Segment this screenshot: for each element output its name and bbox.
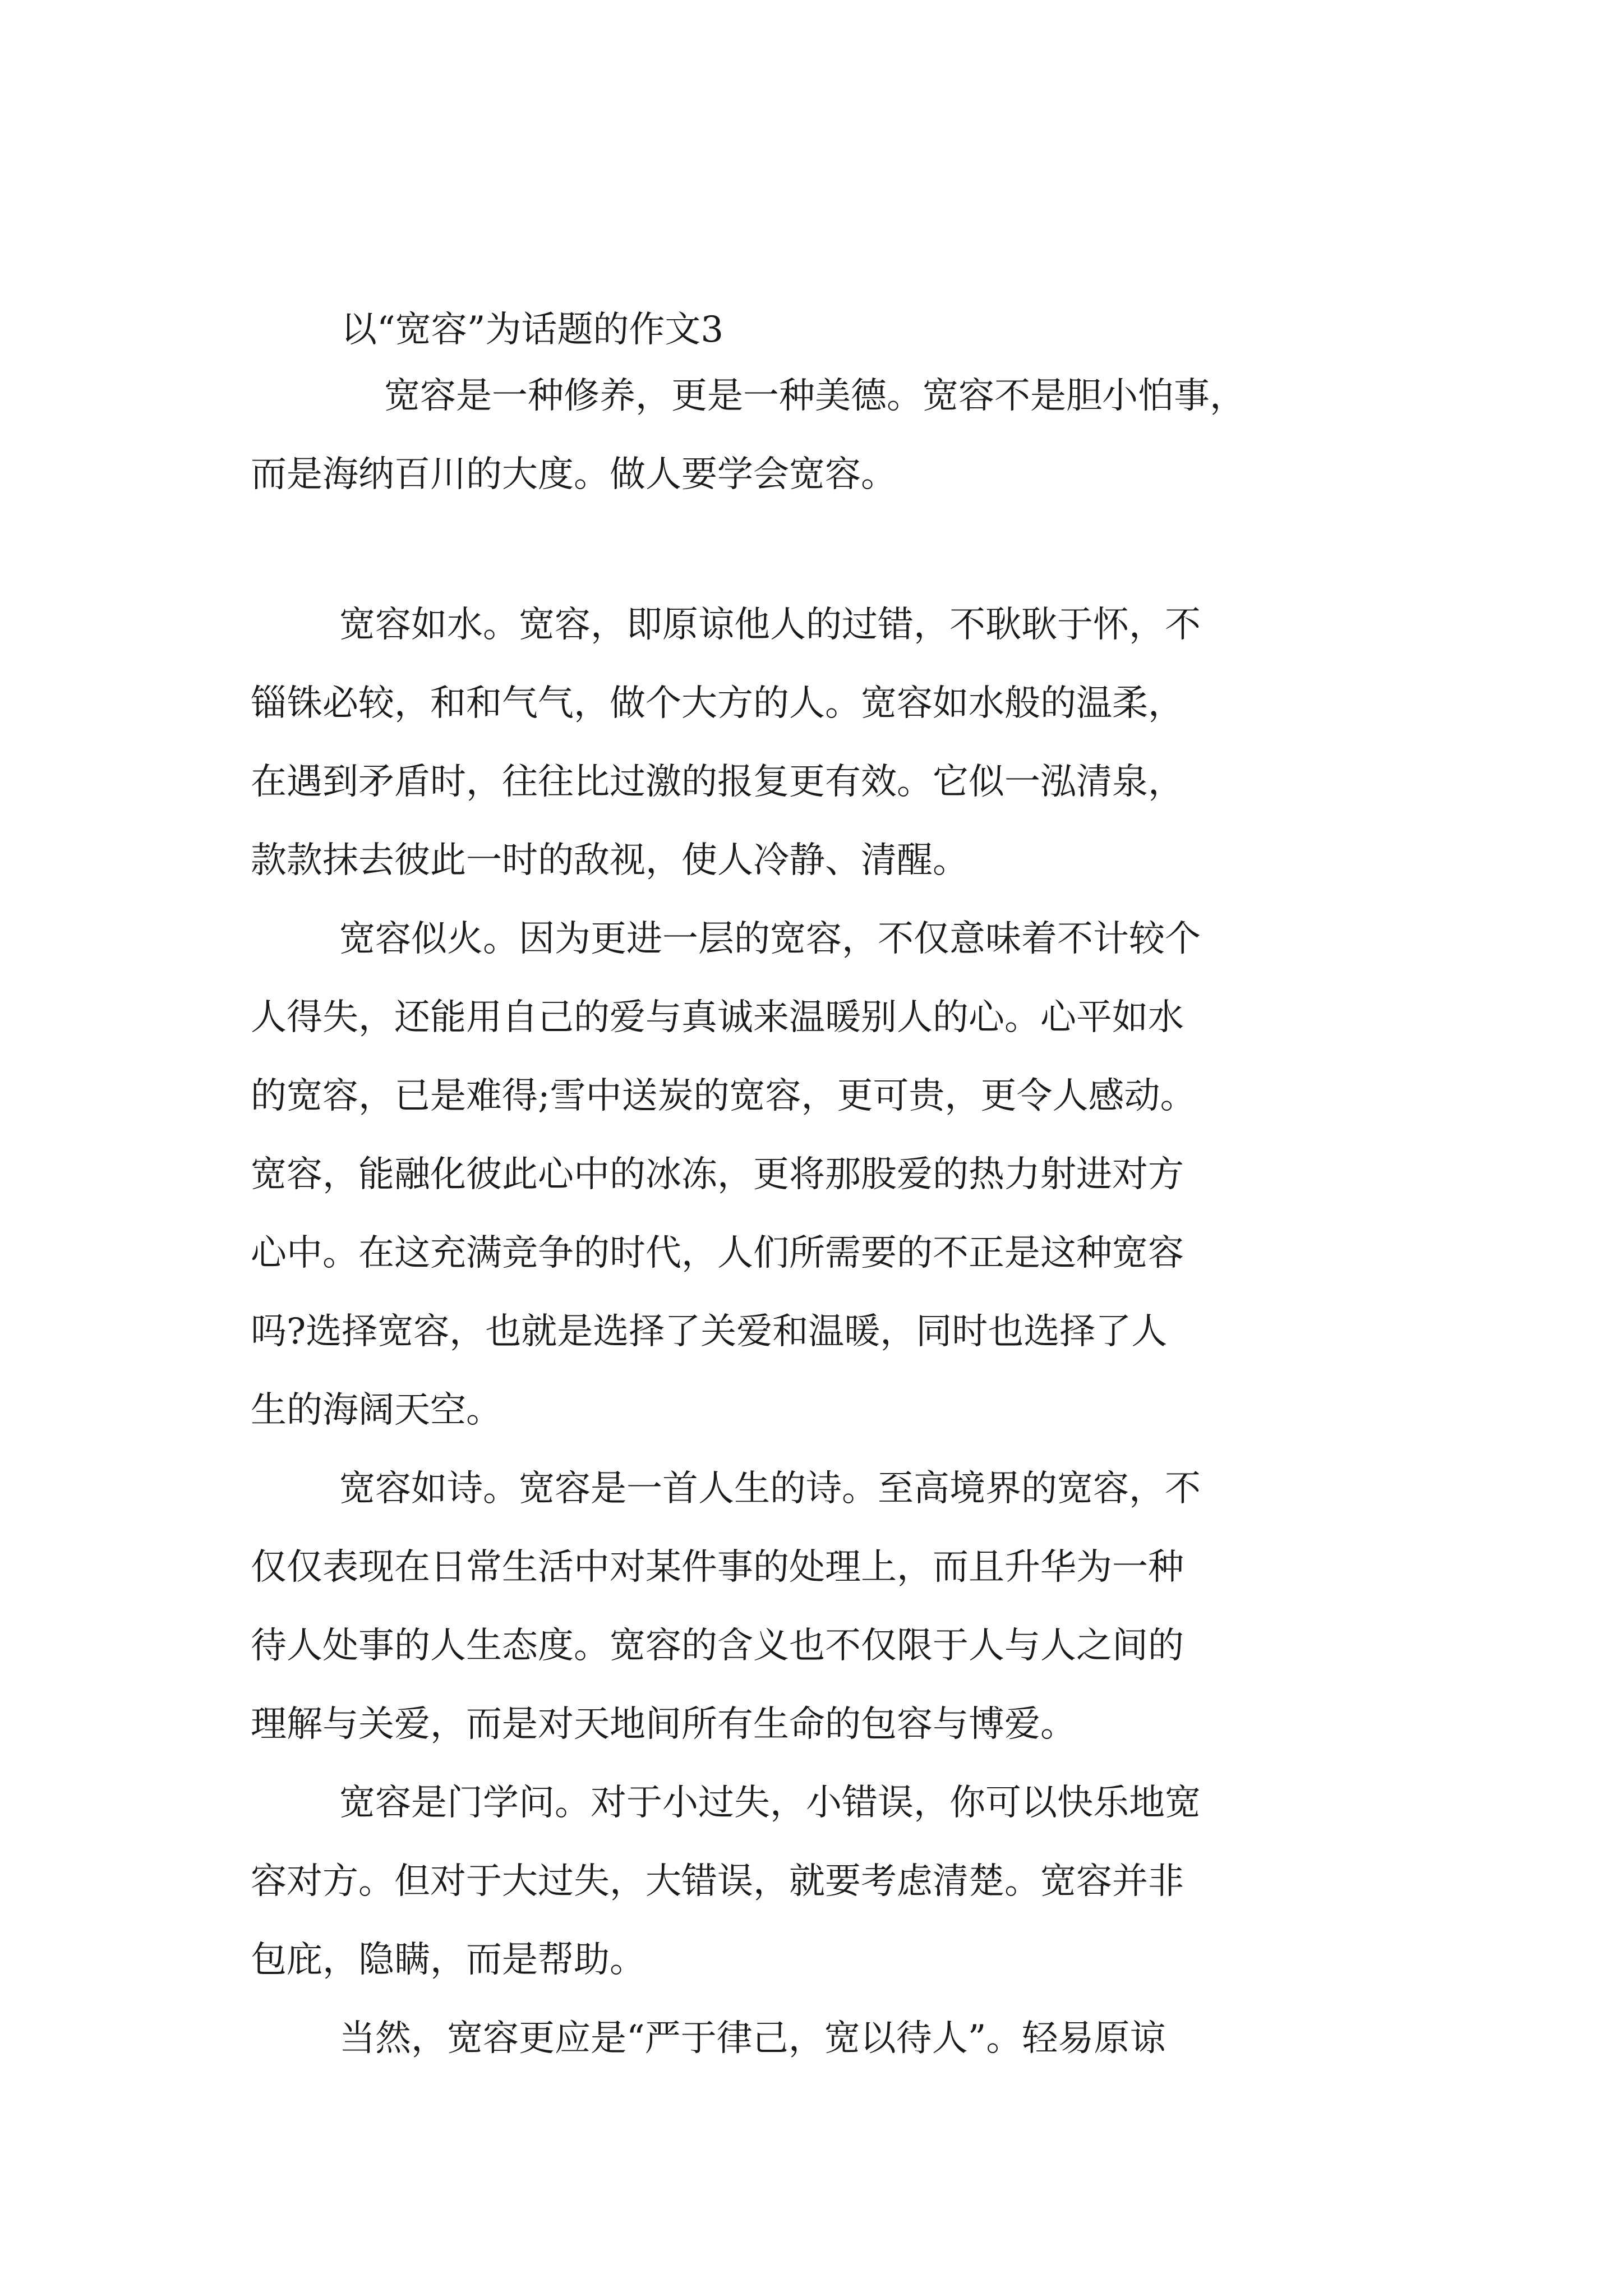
paragraph-2-line-4: 款款抹去彼此一时的敌视，使人冷静、清醒。 [251,840,969,881]
paragraph-3-line-4: 宽容，能融化彼此心中的冰冻，更将那股爱的热力射进对方 [251,1154,1184,1195]
paragraph-3-line-1: 宽容似火。因为更进一层的宽容，不仅意味着不计较个 [339,918,1201,960]
paragraph-4-line-3: 待人处事的人生态度。宽容的含义也不仅限于人与人之间的 [251,1625,1184,1667]
paragraph-2-line-3: 在遇到矛盾时，往往比过激的报复更有效。它似一泓清泉， [251,761,1184,803]
paragraph-3-line-5: 心中。在这充满竞争的时代，人们所需要的不正是这种宽容 [251,1232,1184,1274]
paragraph-5-line-3: 包庇，隐瞒，而是帮助。 [251,1939,645,1981]
paragraph-5-line-1: 宽容是门学问。对于小过失，小错误，你可以快乐地宽 [339,1782,1201,1824]
paragraph-2-line-2: 锱铢必较，和和气气，做个大方的人。宽容如水般的温柔， [251,683,1184,724]
paragraph-2-line-1: 宽容如水。宽容，即原谅他人的过错，不耿耿于怀，不 [339,604,1201,646]
paragraph-1-line-1: 宽容是一种修养，更是一种美德。宽容不是胆小怕事， [384,375,1246,417]
paragraph-3-line-3: 的宽容，已是难得;雪中送炭的宽容，更可贵，更令人感动。 [251,1075,1196,1117]
paragraph-3-line-7: 生的海阔天空。 [251,1389,502,1431]
paragraph-4-line-2: 仅仅表现在日常生活中对某件事的处理上，而且升华为一种 [251,1547,1184,1588]
paragraph-3-line-6: 吗?选择宽容，也就是选择了关爱和温暖，同时也选择了人 [251,1311,1168,1352]
paragraph-1-line-2: 而是海纳百川的大度。做人要学会宽容。 [251,454,897,495]
paragraph-3-line-2: 人得失，还能用自己的爱与真诚来温暖别人的心。心平如水 [251,997,1184,1038]
paragraph-4-line-4: 理解与关爱，而是对天地间所有生命的包容与博爱。 [251,1704,1076,1745]
paragraph-6-line-1: 当然，宽容更应是“严于律己，宽以待人”。轻易原谅 [339,2018,1166,2059]
paragraph-4-line-1: 宽容如诗。宽容是一首人生的诗。至高境界的宽容，不 [339,1468,1201,1510]
document-title: 以“宽容”为话题的作文3 [341,309,724,351]
paragraph-5-line-2: 容对方。但对于大过失，大错误，就要考虑清楚。宽容并非 [251,1861,1184,1902]
